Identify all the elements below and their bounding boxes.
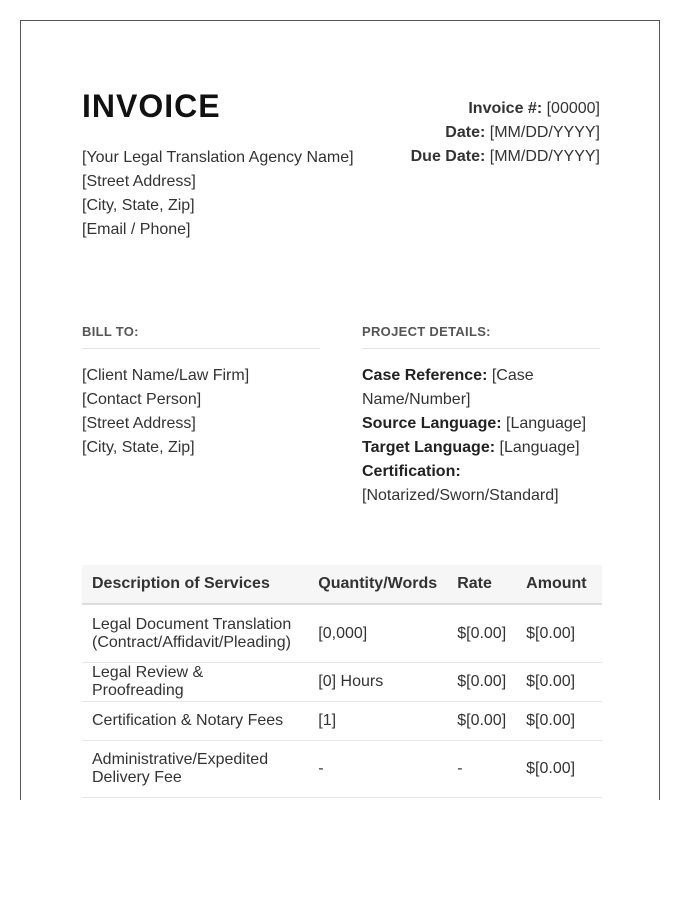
table-row bbox=[82, 702, 602, 741]
header-quantity: Quantity/Words bbox=[308, 565, 447, 604]
header-description: Description of Services bbox=[82, 565, 308, 604]
certification bbox=[362, 460, 602, 508]
certification-label: Certification: bbox=[362, 463, 461, 480]
agency-name: [Your Legal Translation Agency Name] bbox=[82, 149, 354, 166]
row-rate: - bbox=[447, 741, 516, 798]
header-rate: Rate bbox=[447, 565, 516, 604]
case-reference bbox=[362, 364, 602, 412]
row-amount: $[0.00] bbox=[516, 663, 602, 702]
agency-city: [City, State, Zip] bbox=[82, 197, 195, 214]
row-amount: $[0.00] bbox=[516, 741, 602, 798]
invoice-date bbox=[411, 121, 600, 145]
services-table bbox=[82, 565, 602, 798]
certification-value: [Notarized/Sworn/Standard] bbox=[362, 487, 559, 504]
row-quantity: - bbox=[308, 741, 447, 798]
table-row bbox=[82, 663, 602, 702]
invoice-number-label: Invoice #: bbox=[468, 100, 543, 117]
row-quantity: [0] Hours bbox=[308, 663, 447, 702]
source-language bbox=[362, 412, 602, 436]
target-language bbox=[362, 436, 602, 460]
bill-to-block bbox=[82, 364, 332, 460]
target-language-label: Target Language: bbox=[362, 439, 496, 456]
agency-address bbox=[82, 146, 354, 242]
row-rate: $[0.00] bbox=[447, 663, 516, 702]
row-amount: $[0.00] bbox=[516, 604, 602, 663]
case-reference-label: Case Reference: bbox=[362, 367, 488, 384]
client-name: [Client Name/Law Firm] bbox=[82, 367, 250, 384]
agency-street: [Street Address] bbox=[82, 173, 196, 190]
row-rate: $[0.00] bbox=[447, 702, 516, 741]
source-language-label: Source Language: bbox=[362, 415, 502, 432]
project-details-block bbox=[362, 364, 602, 508]
invoice-number-value: [00000] bbox=[546, 100, 600, 117]
row-quantity: [1] bbox=[308, 702, 447, 741]
invoice-due-date bbox=[411, 145, 600, 169]
agency-contact: [Email / Phone] bbox=[82, 221, 191, 238]
row-description: Certification & Notary Fees bbox=[82, 702, 308, 741]
project-details-heading: PROJECT DETAILS: bbox=[362, 324, 600, 349]
target-language-value: [Language] bbox=[499, 439, 580, 456]
invoice-page bbox=[20, 20, 660, 800]
row-description: Administrative/Expedited Delivery Fee bbox=[82, 741, 308, 798]
table-row bbox=[82, 741, 602, 798]
header-amount: Amount bbox=[516, 565, 602, 604]
source-language-value: [Language] bbox=[506, 415, 587, 432]
invoice-title: INVOICE bbox=[82, 88, 221, 124]
invoice-date-value: [MM/DD/YYYY] bbox=[489, 124, 600, 141]
case-reference-value: [Case Name/Number] bbox=[362, 367, 534, 408]
table-header-row bbox=[82, 565, 602, 604]
invoice-meta bbox=[411, 97, 600, 169]
contact-person: [Contact Person] bbox=[82, 391, 202, 408]
due-date-value: [MM/DD/YYYY] bbox=[489, 148, 600, 165]
invoice-date-label: Date: bbox=[445, 124, 486, 141]
row-description: Legal Review & Proofreading bbox=[82, 663, 308, 702]
row-amount: $[0.00] bbox=[516, 702, 602, 741]
due-date-label: Due Date: bbox=[410, 148, 486, 165]
client-street: [Street Address] bbox=[82, 415, 196, 432]
table-row bbox=[82, 604, 602, 663]
invoice-number bbox=[411, 97, 600, 121]
bill-to-heading: BILL TO: bbox=[82, 324, 320, 349]
row-description: Legal Document Translation (Contract/Affidavit/Pleading) bbox=[82, 604, 308, 663]
row-quantity: [0,000] bbox=[308, 604, 447, 663]
row-rate: $[0.00] bbox=[447, 604, 516, 663]
client-city: [City, State, Zip] bbox=[82, 439, 195, 456]
